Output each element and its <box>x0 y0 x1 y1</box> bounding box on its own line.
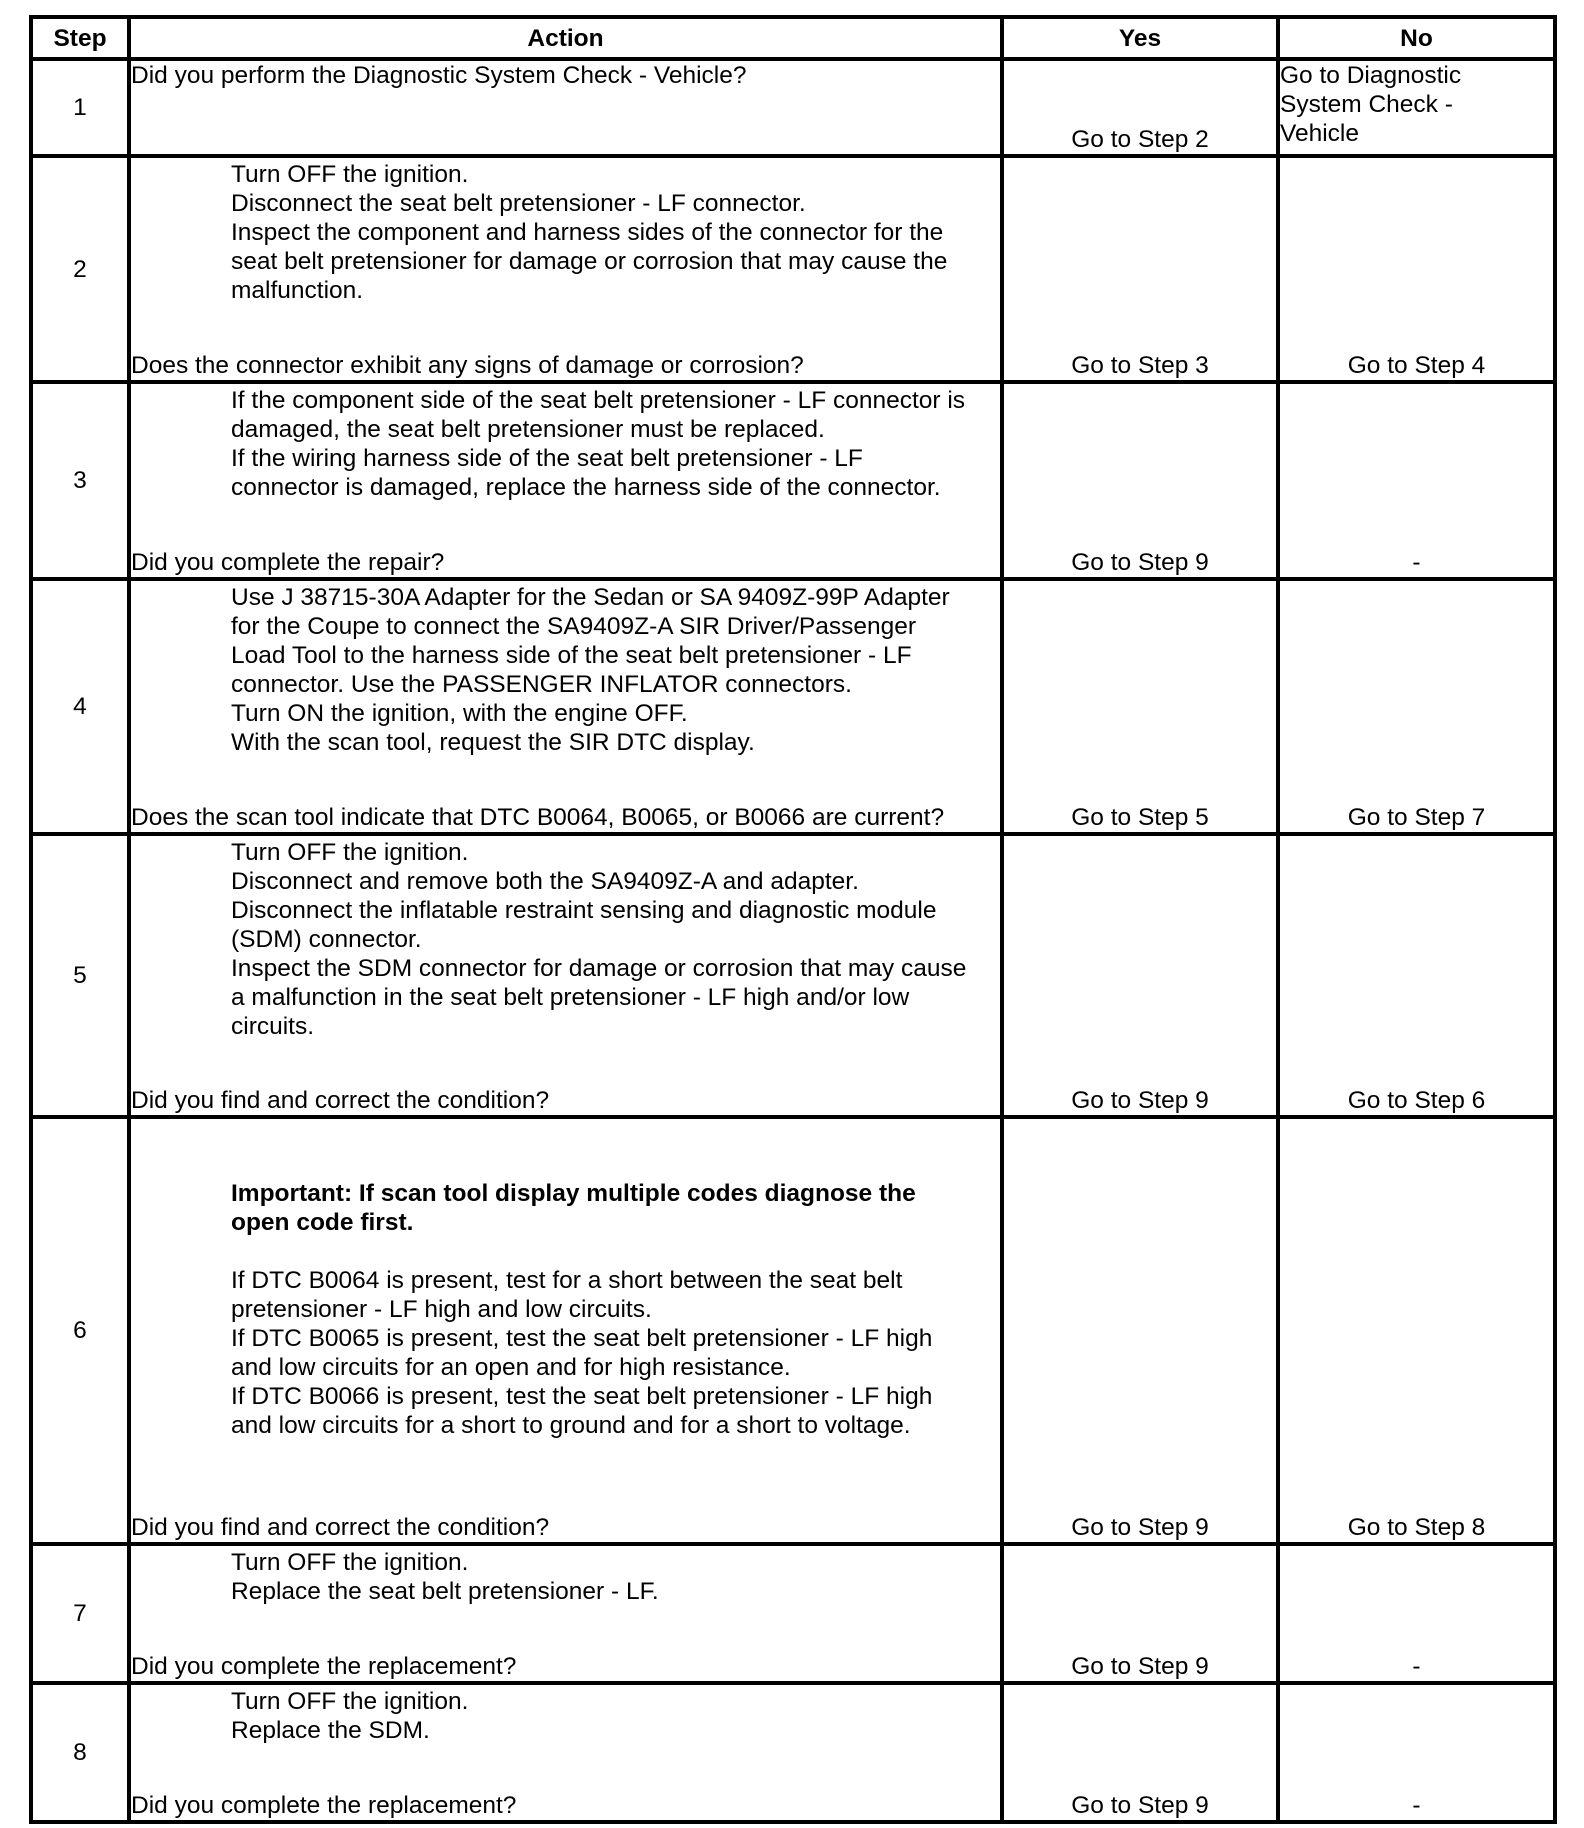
table-row <box>31 59 1555 156</box>
no-cell <box>1278 59 1555 156</box>
action-cell <box>129 1683 1002 1822</box>
instruction-line: With the scan tool, request the SIR DTC display. <box>231 729 755 756</box>
step-question: Did you complete the replacement? <box>131 1792 517 1819</box>
step-question: Does the scan tool indicate that DTC B0064, B0065, or B0066 are current? <box>131 804 945 831</box>
instruction-line: for the Coupe to connect the SA9409Z-A SIR Driver/Passenger <box>231 613 917 640</box>
yes-cell: Go to Step 5 <box>1002 579 1278 834</box>
step-question: Did you complete the repair? <box>131 549 445 576</box>
step-instructions <box>131 1687 1000 1745</box>
yes-cell: Go to Step 9 <box>1002 382 1278 579</box>
instruction-line: Turn OFF the ignition. <box>231 839 469 866</box>
step-question: Did you find and correct the condition? <box>131 1514 550 1541</box>
instruction-line: Turn OFF the ignition. <box>231 1549 469 1576</box>
instruction-line: If DTC B0066 is present, test the seat belt pretensioner - LF high <box>231 1383 933 1410</box>
step-number: 6 <box>31 1117 129 1544</box>
no-cell: Go to Step 4 <box>1278 156 1555 382</box>
instruction-line: Disconnect and remove both the SA9409Z-A and adapter. <box>231 868 859 895</box>
step-number: 2 <box>31 156 129 382</box>
no-line: System Check - <box>1280 91 1453 118</box>
header-step: Step <box>31 17 129 59</box>
table-row <box>31 1117 1555 1544</box>
header-action: Action <box>129 17 1002 59</box>
instruction-line: If the wiring harness side of the seat belt pretensioner - LF <box>231 445 863 472</box>
yes-cell: Go to Step 3 <box>1002 156 1278 382</box>
step-question: Did you find and correct the condition? <box>131 1087 550 1114</box>
instruction-line: and low circuits for a short to ground and for a short to voltage. <box>231 1412 911 1439</box>
instruction-line: Disconnect the seat belt pretensioner - LF connector. <box>231 190 806 217</box>
important-line: open code first. <box>231 1209 414 1236</box>
yes-cell: Go to Step 9 <box>1002 834 1278 1117</box>
instruction-line: a malfunction in the seat belt pretensioner - LF high and/or low <box>231 984 910 1011</box>
action-cell <box>129 1117 1002 1544</box>
no-cell: Go to Step 8 <box>1278 1117 1555 1544</box>
table-row <box>31 156 1555 382</box>
instruction-line: pretensioner - LF high and low circuits. <box>231 1296 652 1323</box>
step-instructions <box>131 1121 1000 1440</box>
instruction-line: Inspect the component and harness sides of the connector for the <box>231 219 944 246</box>
action-cell <box>129 382 1002 579</box>
no-cell: Go to Step 7 <box>1278 579 1555 834</box>
instruction-line: Disconnect the inflatable restraint sensing and diagnostic module <box>231 897 937 924</box>
step-number: 1 <box>31 59 129 156</box>
instruction-line: Turn OFF the ignition. <box>231 161 469 188</box>
instruction-line: connector is damaged, replace the harness side of the connector. <box>231 474 941 501</box>
step-number: 8 <box>31 1683 129 1822</box>
action-cell <box>129 834 1002 1117</box>
table-row <box>31 834 1555 1117</box>
step-number: 5 <box>31 834 129 1117</box>
yes-cell: Go to Step 2 <box>1002 59 1278 156</box>
action-cell <box>129 59 1002 156</box>
instruction-line: circuits. <box>231 1013 315 1040</box>
no-cell: - <box>1278 1683 1555 1822</box>
instruction-line: malfunction. <box>231 277 364 304</box>
no-line: Go to Diagnostic <box>1280 62 1462 89</box>
instruction-line: Replace the seat belt pretensioner - LF. <box>231 1578 659 1605</box>
yes-cell: Go to Step 9 <box>1002 1683 1278 1822</box>
no-cell: - <box>1278 382 1555 579</box>
header-no: No <box>1278 17 1555 59</box>
action-cell <box>129 156 1002 382</box>
instruction-line: Load Tool to the harness side of the seat belt pretensioner - LF <box>231 642 912 669</box>
table-row <box>31 579 1555 834</box>
step-question: Did you perform the Diagnostic System Check - Vehicle? <box>131 62 747 89</box>
instruction-line: damaged, the seat belt pretensioner must be replaced. <box>231 416 825 443</box>
diagnostic-table <box>29 15 1557 1824</box>
no-cell: - <box>1278 1544 1555 1683</box>
step-question: Did you complete the replacement? <box>131 1653 517 1680</box>
step-instructions <box>131 1548 1000 1606</box>
table-row <box>31 1683 1555 1822</box>
instruction-line: Turn OFF the ignition. <box>231 1688 469 1715</box>
instruction-line: If DTC B0064 is present, test for a short between the seat belt <box>231 1267 903 1294</box>
instruction-line: Inspect the SDM connector for damage or corrosion that may cause <box>231 955 967 982</box>
no-cell: Go to Step 6 <box>1278 834 1555 1117</box>
instruction-line: Use J 38715-30A Adapter for the Sedan or SA 9409Z-99P Adapter <box>231 584 950 611</box>
instruction-line: seat belt pretensioner for damage or corrosion that may cause the <box>231 248 948 275</box>
step-instructions <box>131 838 1000 1041</box>
instruction-line: Turn ON the ignition, with the engine OFF. <box>231 700 688 727</box>
action-cell <box>129 579 1002 834</box>
important-note <box>231 1179 1000 1237</box>
step-number: 3 <box>31 382 129 579</box>
step-instructions <box>131 583 1000 757</box>
instruction-line: (SDM) connector. <box>231 926 422 953</box>
step-number: 7 <box>31 1544 129 1683</box>
instruction-line: Replace the SDM. <box>231 1717 430 1744</box>
yes-cell: Go to Step 9 <box>1002 1117 1278 1544</box>
header-yes: Yes <box>1002 17 1278 59</box>
important-line: Important: If scan tool display multiple codes diagnose the <box>231 1180 916 1207</box>
step-question: Does the connector exhibit any signs of damage or corrosion? <box>131 352 804 379</box>
instruction-line: connector. Use the PASSENGER INFLATOR connectors. <box>231 671 852 698</box>
no-line: Vehicle <box>1280 120 1360 147</box>
instruction-line: If the component side of the seat belt pretensioner - LF connector is <box>231 387 966 414</box>
table-row <box>31 1544 1555 1683</box>
step-instructions <box>131 386 1000 502</box>
instruction-line: and low circuits for an open and for high resistance. <box>231 1354 791 1381</box>
header-row <box>31 17 1555 59</box>
yes-cell: Go to Step 9 <box>1002 1544 1278 1683</box>
step-number: 4 <box>31 579 129 834</box>
step-instructions <box>131 160 1000 305</box>
table-row <box>31 382 1555 579</box>
action-cell <box>129 1544 1002 1683</box>
instruction-line: If DTC B0065 is present, test the seat belt pretensioner - LF high <box>231 1325 933 1352</box>
